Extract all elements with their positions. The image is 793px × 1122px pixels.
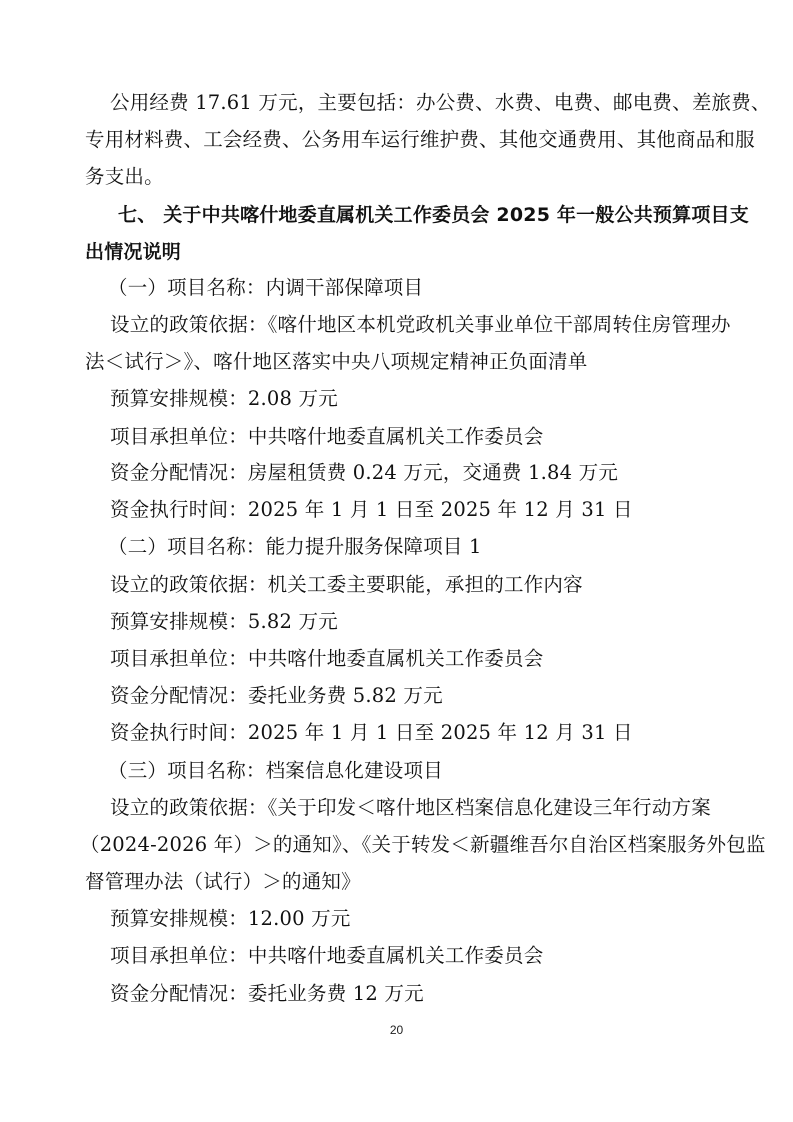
responsible-unit: 项目承担单位：中共喀什地委直属机关工作委员会 [110, 425, 544, 448]
project-title: （一）项目名称：内调干部保障项目 [108, 276, 424, 299]
responsible-unit: 项目承担单位：中共喀什地委直属机关工作委员会 [110, 944, 544, 967]
policy-basis-continued: 法＜试行＞》、喀什地区落实中央八项规定精神正负面清单 [85, 350, 588, 373]
paragraph-line: 务支出。 [85, 165, 164, 188]
policy-basis: 设立的政策依据：机关工委主要职能，承担的工作内容 [110, 573, 583, 596]
fund-allocation: 资金分配情况：房屋租赁费 0.24 万元，交通费 1.84 万元 [110, 461, 619, 484]
page-number: 20 [389, 1023, 404, 1037]
policy-basis-continued: （2024-2026 年）＞的通知》、《关于转发＜新疆维吾尔自治区档案服务外包监 [80, 833, 766, 856]
fund-allocation: 资金分配情况：委托业务费 12 万元 [110, 982, 424, 1005]
project-title: （三）项目名称：档案信息化建设项目 [108, 759, 443, 782]
budget-scale: 预算安排规模：5.82 万元 [110, 610, 338, 633]
fund-allocation: 资金分配情况：委托业务费 5.82 万元 [110, 684, 443, 707]
budget-scale: 预算安排规模：12.00 万元 [110, 907, 351, 930]
project-title: （二）项目名称：能力提升服务保障项目 1 [108, 535, 482, 558]
section-heading-continued: 出情况说明 [85, 241, 182, 263]
policy-basis: 设立的政策依据：《喀什地区本机党政机关事业单位干部周转住房管理办 [110, 313, 731, 336]
execution-time: 资金执行时间：2025 年 1 月 1 日至 2025 年 12 月 31 日 [110, 498, 633, 521]
paragraph-line: 专用材料费、工会经费、公务用车运行维护费、其他交通费用、其他商品和服 [85, 128, 755, 151]
policy-basis-continued: 督管理办法（试行）＞的通知》 [85, 870, 361, 893]
policy-basis: 设立的政策依据：《关于印发＜喀什地区档案信息化建设三年行动方案 [110, 796, 711, 819]
budget-scale: 预算安排规模：2.08 万元 [110, 387, 338, 410]
responsible-unit: 项目承担单位：中共喀什地委直属机关工作委员会 [110, 647, 544, 670]
execution-time: 资金执行时间：2025 年 1 月 1 日至 2025 年 12 月 31 日 [110, 721, 633, 744]
section-heading: 七、 关于中共喀什地委直属机关工作委员会 2025 年一般公共预算项目支 [118, 204, 749, 226]
paragraph-line: 公用经费 17.61 万元，主要包括：办公费、水费、电费、邮电费、差旅费、 [110, 91, 771, 114]
